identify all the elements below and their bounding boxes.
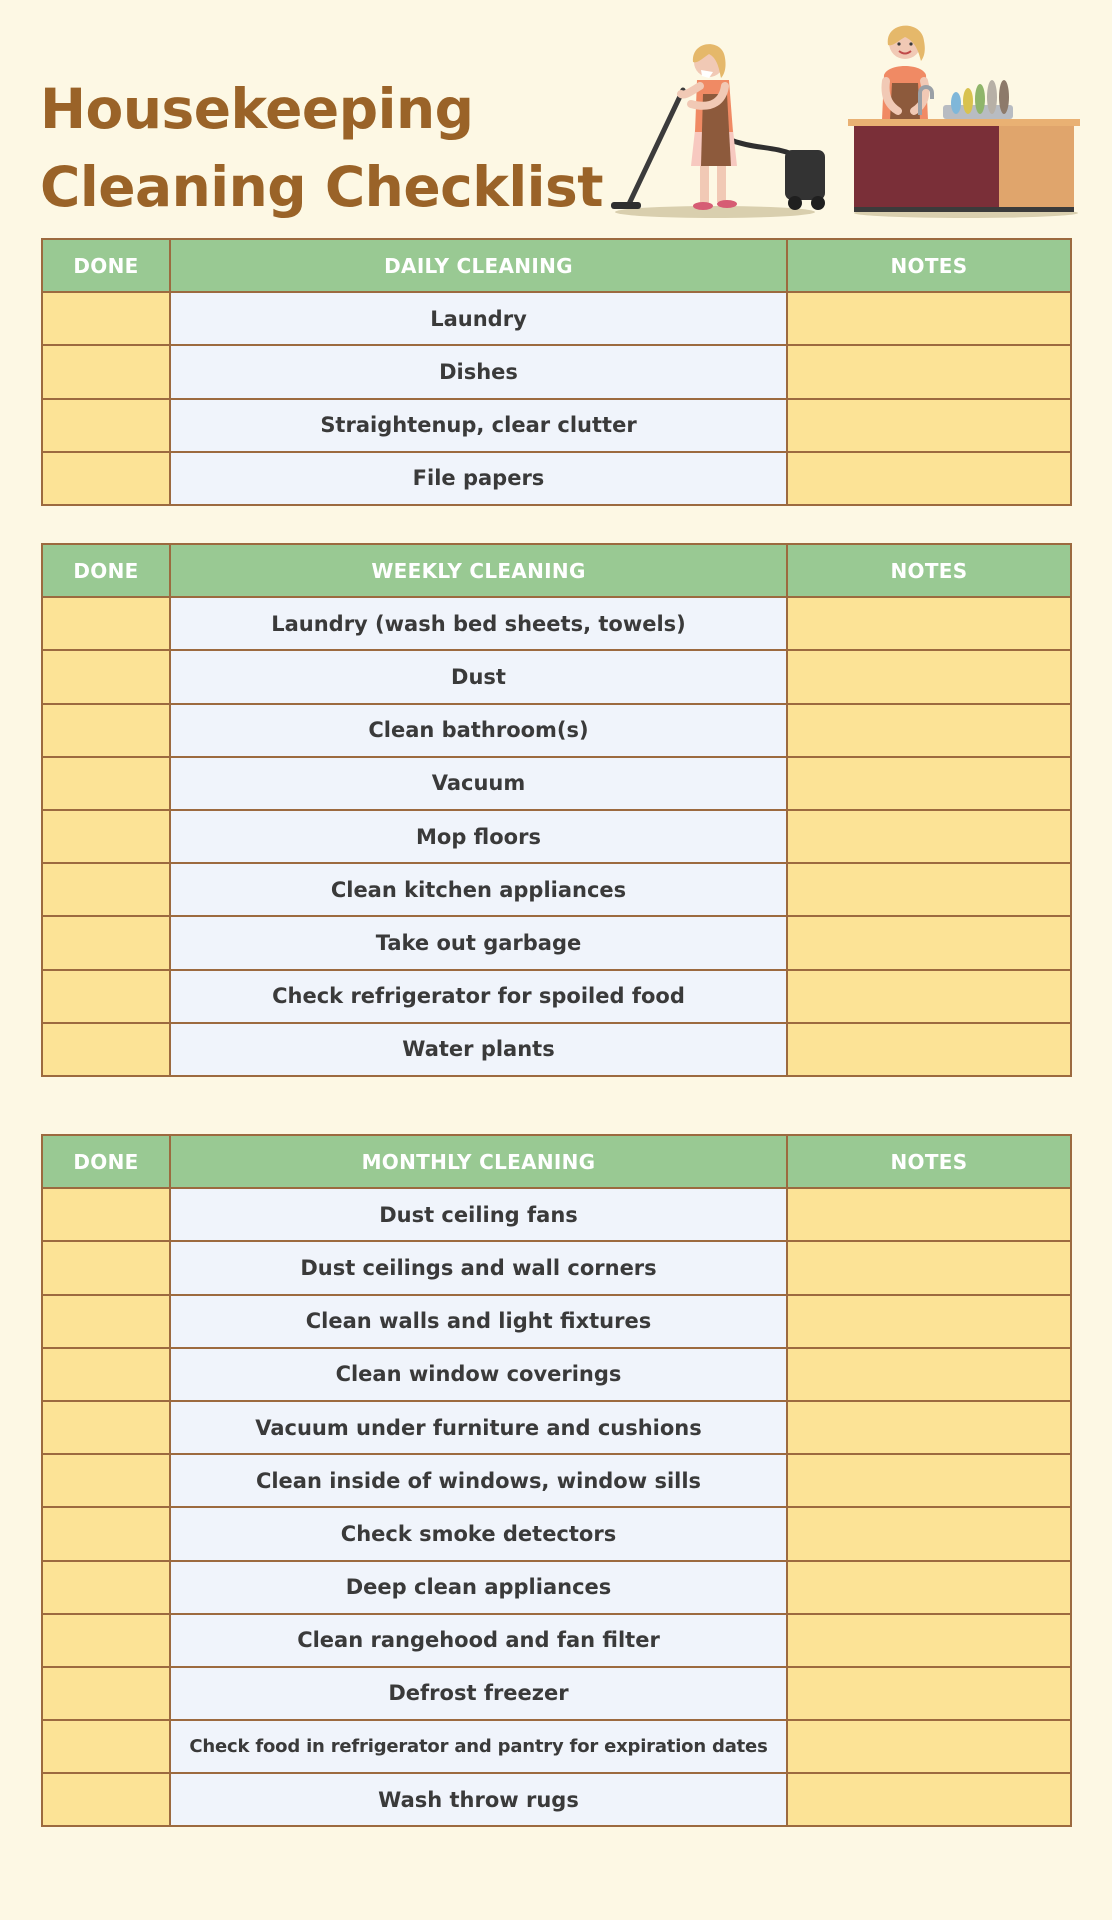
woman-vacuuming-illustration	[605, 20, 845, 220]
notes-column-header: NOTES	[787, 544, 1071, 597]
done-column-header: DONE	[42, 544, 170, 597]
notes-cell[interactable]	[787, 650, 1071, 703]
weekly-cleaning-header: WEEKLY CLEANING	[170, 544, 787, 597]
task-label: Vacuum under furniture and cushions	[170, 1401, 787, 1454]
done-checkbox-cell[interactable]	[42, 650, 170, 703]
weekly-cleaning-table	[41, 543, 1072, 1077]
done-checkbox-cell[interactable]	[42, 1188, 170, 1241]
task-label: Clean window coverings	[170, 1348, 787, 1401]
table-header-row	[42, 239, 1071, 292]
task-label: Laundry (wash bed sheets, towels)	[170, 597, 787, 650]
notes-cell[interactable]	[787, 757, 1071, 810]
task-label: Clean walls and light fixtures	[170, 1295, 787, 1348]
notes-cell[interactable]	[787, 1614, 1071, 1667]
table-row	[42, 1773, 1071, 1826]
done-checkbox-cell[interactable]	[42, 1241, 170, 1294]
notes-cell[interactable]	[787, 810, 1071, 863]
notes-cell[interactable]	[787, 1348, 1071, 1401]
notes-cell[interactable]	[787, 1720, 1071, 1773]
table-row	[42, 757, 1071, 810]
table-row	[42, 1241, 1071, 1294]
done-checkbox-cell[interactable]	[42, 704, 170, 757]
task-label: Check smoke detectors	[170, 1507, 787, 1560]
done-checkbox-cell[interactable]	[42, 757, 170, 810]
done-checkbox-cell[interactable]	[42, 1023, 170, 1076]
notes-cell[interactable]	[787, 452, 1071, 505]
done-checkbox-cell[interactable]	[42, 1348, 170, 1401]
notes-cell[interactable]	[787, 1023, 1071, 1076]
notes-cell[interactable]	[787, 399, 1071, 452]
done-checkbox-cell[interactable]	[42, 1295, 170, 1348]
task-label: Wash throw rugs	[170, 1773, 787, 1826]
table-row	[42, 345, 1071, 398]
notes-cell[interactable]	[787, 1241, 1071, 1294]
done-checkbox-cell[interactable]	[42, 1454, 170, 1507]
table-row	[42, 1348, 1071, 1401]
task-label: Defrost freezer	[170, 1667, 787, 1720]
notes-cell[interactable]	[787, 1561, 1071, 1614]
daily-cleaning-table	[41, 238, 1072, 506]
notes-cell[interactable]	[787, 970, 1071, 1023]
daily-cleaning-header: DAILY CLEANING	[170, 239, 787, 292]
task-label: Laundry	[170, 292, 787, 345]
done-checkbox-cell[interactable]	[42, 916, 170, 969]
table-row	[42, 1295, 1071, 1348]
title-line-1: Housekeeping	[40, 77, 474, 141]
table-row	[42, 1507, 1071, 1560]
done-column-header: DONE	[42, 239, 170, 292]
task-label: Take out garbage	[170, 916, 787, 969]
task-label: Check refrigerator for spoiled food	[170, 970, 787, 1023]
notes-cell[interactable]	[787, 1188, 1071, 1241]
task-label: File papers	[170, 452, 787, 505]
notes-cell[interactable]	[787, 292, 1071, 345]
done-checkbox-cell[interactable]	[42, 1720, 170, 1773]
task-label: Deep clean appliances	[170, 1561, 787, 1614]
notes-cell[interactable]	[787, 1295, 1071, 1348]
table-row	[42, 292, 1071, 345]
done-checkbox-cell[interactable]	[42, 399, 170, 452]
task-label: Dust ceilings and wall corners	[170, 1241, 787, 1294]
table-row	[42, 1667, 1071, 1720]
table-header-row	[42, 1135, 1071, 1188]
table-row	[42, 399, 1071, 452]
notes-cell[interactable]	[787, 863, 1071, 916]
table-row	[42, 1023, 1071, 1076]
task-label: Check food in refrigerator and pantry for expiration dates	[170, 1720, 787, 1773]
table-row	[42, 1561, 1071, 1614]
table-row	[42, 1401, 1071, 1454]
done-checkbox-cell[interactable]	[42, 1401, 170, 1454]
done-checkbox-cell[interactable]	[42, 863, 170, 916]
notes-column-header: NOTES	[787, 239, 1071, 292]
table-row	[42, 810, 1071, 863]
table-row	[42, 650, 1071, 703]
task-label: Vacuum	[170, 757, 787, 810]
table-row	[42, 863, 1071, 916]
task-label: Dust ceiling fans	[170, 1188, 787, 1241]
table-row	[42, 452, 1071, 505]
done-checkbox-cell[interactable]	[42, 1561, 170, 1614]
done-checkbox-cell[interactable]	[42, 292, 170, 345]
task-label: Clean kitchen appliances	[170, 863, 787, 916]
table-row	[42, 597, 1071, 650]
task-label: Water plants	[170, 1023, 787, 1076]
task-label: Clean bathroom(s)	[170, 704, 787, 757]
done-checkbox-cell[interactable]	[42, 970, 170, 1023]
done-checkbox-cell[interactable]	[42, 1614, 170, 1667]
task-label: Mop floors	[170, 810, 787, 863]
done-checkbox-cell[interactable]	[42, 452, 170, 505]
notes-cell[interactable]	[787, 1507, 1071, 1560]
task-label: Straightenup, clear clutter	[170, 399, 787, 452]
table-row	[42, 1188, 1071, 1241]
done-checkbox-cell[interactable]	[42, 1507, 170, 1560]
woman-washing-dishes-illustration	[848, 15, 1080, 220]
notes-cell[interactable]	[787, 1401, 1071, 1454]
notes-cell[interactable]	[787, 345, 1071, 398]
table-row	[42, 1614, 1071, 1667]
notes-cell[interactable]	[787, 1773, 1071, 1826]
done-column-header: DONE	[42, 1135, 170, 1188]
monthly-cleaning-header: MONTHLY CLEANING	[170, 1135, 787, 1188]
monthly-cleaning-table	[41, 1134, 1072, 1827]
done-checkbox-cell[interactable]	[42, 345, 170, 398]
task-label: Clean rangehood and fan filter	[170, 1614, 787, 1667]
done-checkbox-cell[interactable]	[42, 810, 170, 863]
done-checkbox-cell[interactable]	[42, 1667, 170, 1720]
table-row	[42, 1720, 1071, 1773]
notes-cell[interactable]	[787, 704, 1071, 757]
title-line-2: Cleaning Checklist	[40, 155, 604, 219]
table-row	[42, 704, 1071, 757]
done-checkbox-cell[interactable]	[42, 1773, 170, 1826]
notes-column-header: NOTES	[787, 1135, 1071, 1188]
task-label: Dust	[170, 650, 787, 703]
page-title	[40, 70, 603, 226]
notes-cell[interactable]	[787, 916, 1071, 969]
notes-cell[interactable]	[787, 1667, 1071, 1720]
table-row	[42, 970, 1071, 1023]
table-row	[42, 916, 1071, 969]
table-row	[42, 1454, 1071, 1507]
done-checkbox-cell[interactable]	[42, 597, 170, 650]
notes-cell[interactable]	[787, 1454, 1071, 1507]
table-header-row	[42, 544, 1071, 597]
task-label: Dishes	[170, 345, 787, 398]
notes-cell[interactable]	[787, 597, 1071, 650]
task-label: Clean inside of windows, window sills	[170, 1454, 787, 1507]
